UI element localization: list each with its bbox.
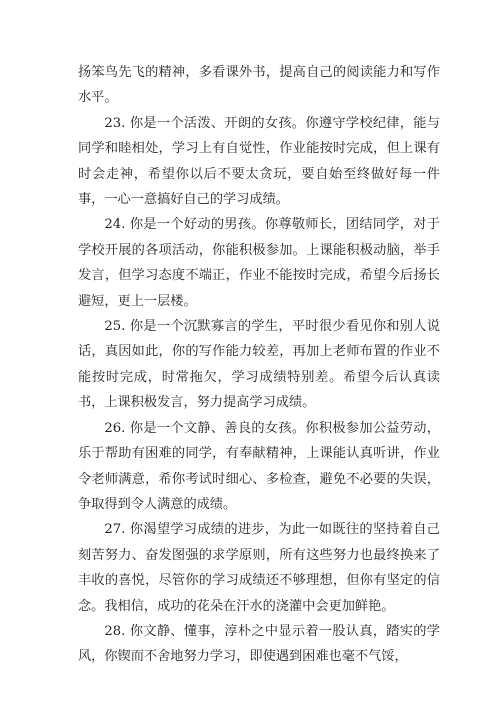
paragraph-comment-26: 26. 你是一个文静、善良的女孩。你积极参加公益劳动，乐于帮助有困难的同学，有奉献精神，上课能认真听讲，作业令老师满意，希你考试时细心、多检查，避免不必要的失误，争取得到令人满意的成绩。	[78, 420, 440, 512]
paragraph-comment-25: 25. 你是一个沉默寡言的学生，平时很少看见你和别人说话，真因如此，你的写作能力较差，再加上老师布置的作业不能按时完成，时常拖欠，学习成绩特别差。希望今后认真读书，上课积极发言，努力提高学习成绩。	[78, 319, 440, 411]
paragraph-comment-28: 28. 你文静、懂事，淳朴之中显示着一股认真，踏实的学风，你锲而不舍地努力学习，即使遇到困难也毫不气馁，	[78, 623, 440, 665]
paragraph-comment-23: 23. 你是一个活泼、开朗的女孩。你遵守学校纪律，能与同学和睦相处，学习上有自觉性，作业能按时完成，但上课有时会走神，希望你以后不要太贪玩，要自始至终做好每一件事，一心一意搞好自己的学习成绩。	[78, 115, 440, 208]
paragraph-continuation: 扬笨鸟先飞的精神，多看课外书，提高自己的阅读能力和写作水平。	[78, 65, 440, 106]
document-page	[78, 60, 440, 670]
paragraph-comment-27: 27. 你渴望学习成绩的进步，为此一如既往的坚持着自己刻苦努力、奋发图强的求学原则，所有这些努力也最终换来了丰收的喜悦，尽管你的学习成绩还不够理想，但你有坚定的信念。我相信，成功的花朵在汗水的浇灌中会更加鲜艳。	[78, 522, 440, 614]
paragraph-comment-24: 24. 你是一个好动的男孩。你尊敬师长，团结同学，对于学校开展的各项活动，你能积极参加。上课能积极动脑，举手发言，但学习态度不端正，作业不能按时完成，希望今后扬长避短，更上一层楼。	[78, 217, 440, 309]
